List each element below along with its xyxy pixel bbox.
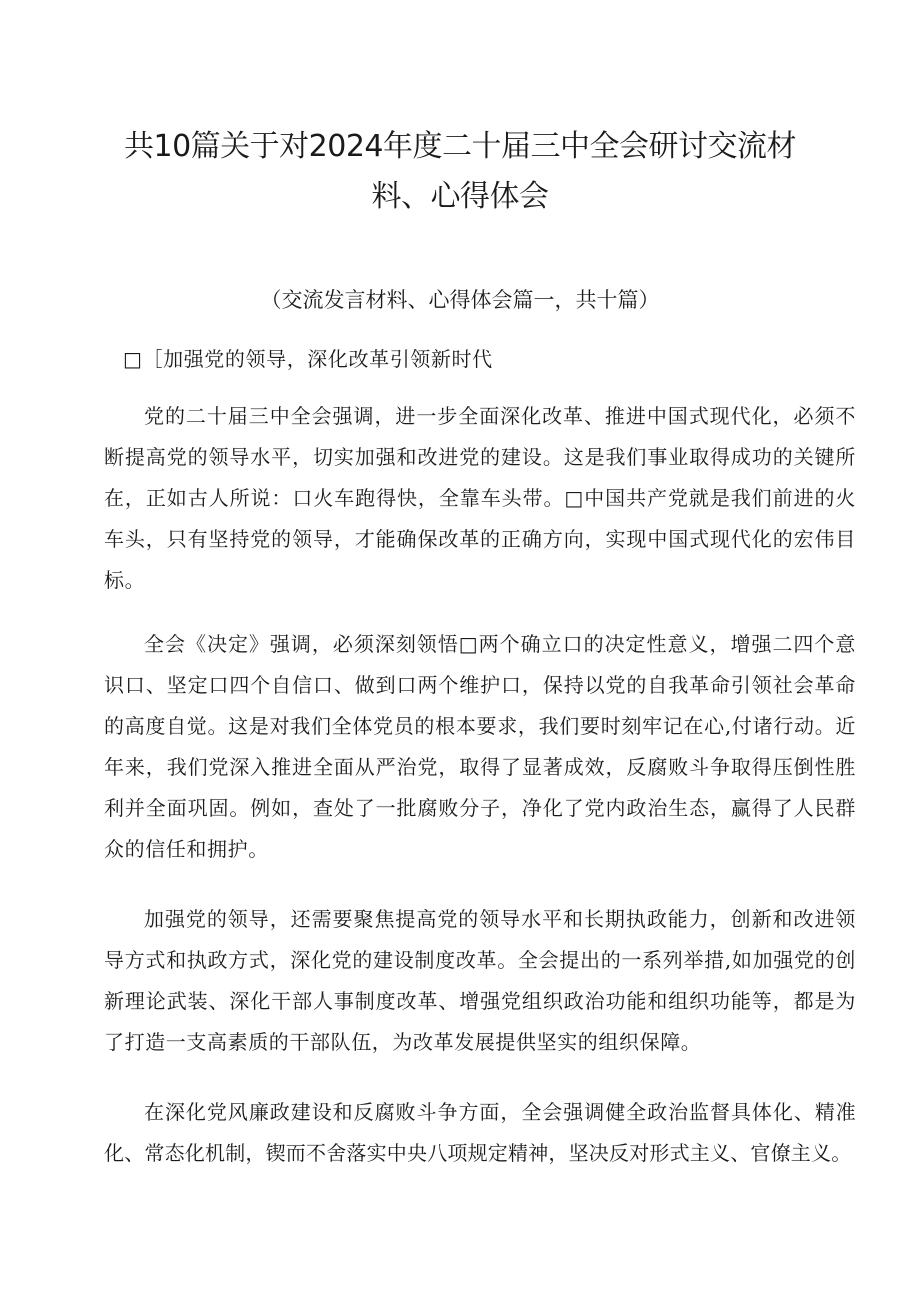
section-heading: □［加强党的领导，深化改革引领新时代 [123, 347, 493, 371]
document-subtitle: （交流发言材料、心得体会篇一，共十篇） [260, 288, 660, 312]
paragraph: 加强党的领导，还需要聚焦提高党的领导水平和长期执政能力，创新和改进领导方式和执政方式，深化党的建设制度改革。全会提出的一系列举措,如加强党的创新理论武装、深化干部人事制度改革、增强党组织政治功能和组织功能等，都是为了打造一支高素质的干部队伍，为改革发展提供坚实的组织保障。 [104, 907, 856, 1054]
title-line-1: 共10篇关于对2024年度二十届三中全会研讨交流材 [123, 129, 797, 164]
title-line-2: 料、心得体会 [371, 179, 549, 214]
document-title [110, 122, 810, 222]
paragraph: 全会《决定》强调，必须深刻领悟□两个确立口的决定性意义，增强二四个意识口、坚定口四个自信口、做到口两个维护口，保持以党的自我革命引领社会革命的高度自觉。这是对我们全体党员的根本要求，我们要时刻牢记在心,付诸行动。近年来，我们党深入推进全面从严治党，取得了显著成效，反腐败斗争取得压倒性胜利并全面巩固。例如，查处了一批腐败分子，净化了党内政治生态，赢得了人民群众的信任和拥护。 [104, 632, 856, 861]
paragraph: 在深化党风廉政建设和反腐败斗争方面，全会强调健全政治监督具体化、精准化、常态化机制，锲而不舍落实中央八项规定精神，坚决反对形式主义、官僚主义。 [104, 1100, 856, 1165]
paragraph: 党的二十届三中全会强调，进一步全面深化改革、推进中国式现代化，必须不断提高党的领导水平，切实加强和改进党的建设。这是我们事业取得成功的关键所在，正如古人所说：口火车跑得快，全靠车头带。□中国共产党就是我们前进的火车头，只有坚持党的领导，才能确保改革的正确方向，实现中国式现代化的宏伟目标。 [104, 404, 856, 592]
